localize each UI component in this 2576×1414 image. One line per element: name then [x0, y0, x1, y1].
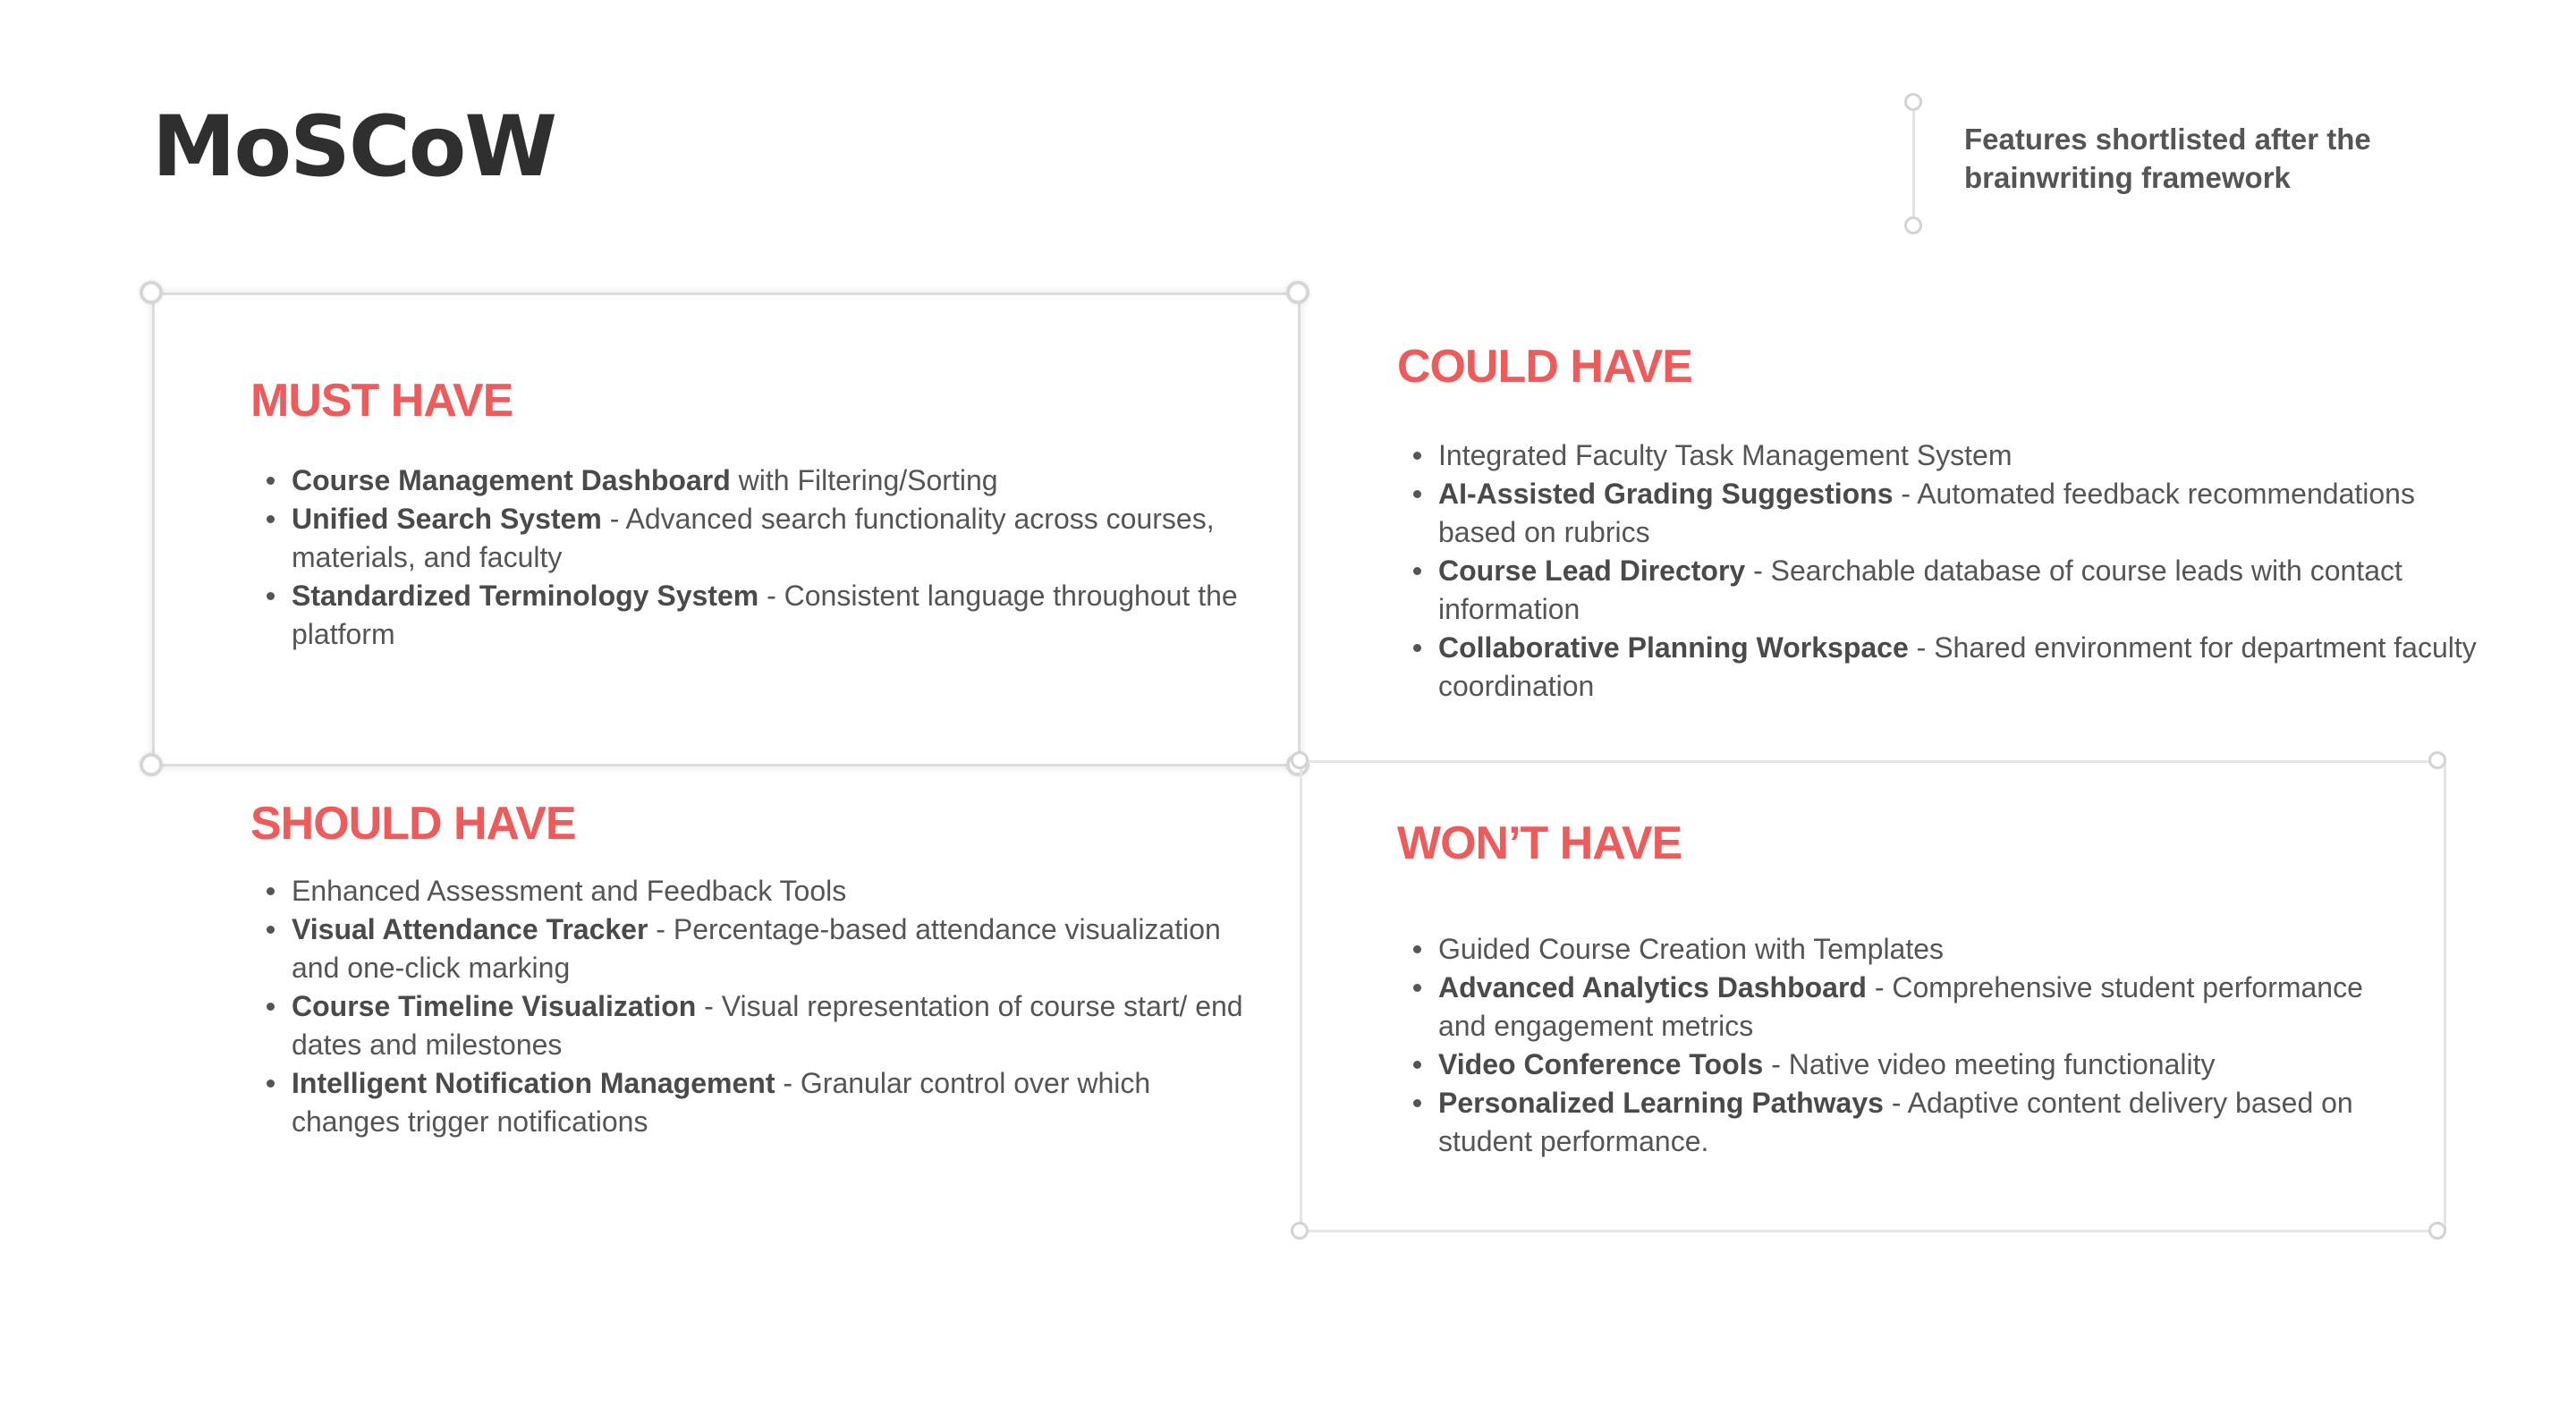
- could-have-heading: COULD HAVE: [1397, 341, 1692, 393]
- feature-desc: Enhanced Assessment and Feedback Tools: [292, 875, 847, 907]
- feature-desc: - Shared environment for department faculty coordination: [1438, 631, 2477, 702]
- subtitle-callout: [1898, 93, 2488, 236]
- feature-name: Personalized Learning Pathways: [1438, 1087, 1884, 1119]
- must-have-list: [250, 461, 1258, 654]
- list-item: [292, 910, 1267, 987]
- list-item: [1438, 552, 2485, 629]
- must-have-heading: MUST HAVE: [250, 375, 513, 427]
- feature-desc: with Filtering/Sorting: [730, 464, 998, 496]
- should-have-list: [250, 872, 1267, 1141]
- feature-desc: Integrated Faculty Task Management System: [1438, 439, 2012, 471]
- list-item: [292, 872, 1267, 910]
- feature-desc: - Automated feedback recommendations based on rubrics: [1438, 478, 2415, 548]
- list-item: [1438, 969, 2413, 1046]
- connector-line: [1912, 109, 1915, 220]
- frame-node-tr: [2428, 751, 2446, 769]
- list-item: [292, 577, 1258, 654]
- feature-desc: - Searchable database of course leads with contact information: [1438, 555, 2402, 625]
- wont-have-list: [1397, 930, 2413, 1161]
- feature-name: Video Conference Tools: [1438, 1048, 1764, 1080]
- list-item: [1438, 475, 2485, 552]
- list-item: [1438, 930, 2413, 969]
- page-subtitle: Features shortlisted after the brainwriting framework: [1964, 123, 2371, 194]
- feature-name: Standardized Terminology System: [292, 580, 759, 612]
- feature-desc: - Consistent language throughout the platform: [292, 580, 1238, 650]
- feature-name: Course Lead Directory: [1438, 555, 1746, 587]
- feature-name: Course Timeline Visualization: [292, 990, 697, 1022]
- feature-desc: - Comprehensive student performance and engagement metrics: [1438, 971, 2363, 1042]
- list-item: [1438, 629, 2485, 706]
- frame-node-tl: [140, 281, 163, 304]
- list-item: [292, 500, 1258, 577]
- list-item: [1438, 1084, 2413, 1161]
- should-have-heading: SHOULD HAVE: [250, 798, 576, 850]
- feature-name: Unified Search System: [292, 503, 602, 535]
- connector-node-top: [1904, 93, 1922, 111]
- frame-node-bl: [140, 753, 163, 776]
- list-item: [1438, 1046, 2413, 1084]
- feature-desc: Guided Course Creation with Templates: [1438, 933, 1945, 965]
- connector-node-bottom: [1904, 216, 1922, 234]
- feature-name: Intelligent Notification Management: [292, 1067, 775, 1099]
- feature-name: Advanced Analytics Dashboard: [1438, 971, 1867, 1003]
- list-item: [292, 461, 1258, 500]
- feature-name: Visual Attendance Tracker: [292, 913, 648, 945]
- frame-node-br: [2428, 1222, 2446, 1240]
- feature-desc: - Granular control over which changes trigger notifications: [292, 1067, 1151, 1138]
- feature-desc: - Adaptive content delivery based on student performance.: [1438, 1087, 2353, 1157]
- could-have-list: [1397, 436, 2485, 706]
- feature-desc: - Percentage-based attendance visualization and one-click marking: [292, 913, 1221, 984]
- feature-desc: - Visual representation of course start/ end dates and milestones: [292, 990, 1243, 1061]
- feature-desc: - Advanced search functionality across courses, materials, and faculty: [292, 503, 1215, 573]
- page-title: MoSCoW: [152, 98, 556, 196]
- frame-node-bl: [1291, 1222, 1309, 1240]
- feature-desc: - Native video meeting functionality: [1763, 1048, 2216, 1080]
- list-item: [292, 987, 1267, 1064]
- list-item: [292, 1064, 1267, 1141]
- feature-name: AI-Assisted Grading Suggestions: [1438, 478, 1894, 510]
- list-item: [1438, 436, 2485, 475]
- feature-name: Collaborative Planning Workspace: [1438, 631, 1909, 664]
- wont-have-heading: WON’T HAVE: [1397, 817, 1682, 869]
- frame-node-tl: [1291, 751, 1309, 769]
- feature-name: Course Management Dashboard: [292, 464, 731, 496]
- frame-node-tr: [1286, 281, 1309, 304]
